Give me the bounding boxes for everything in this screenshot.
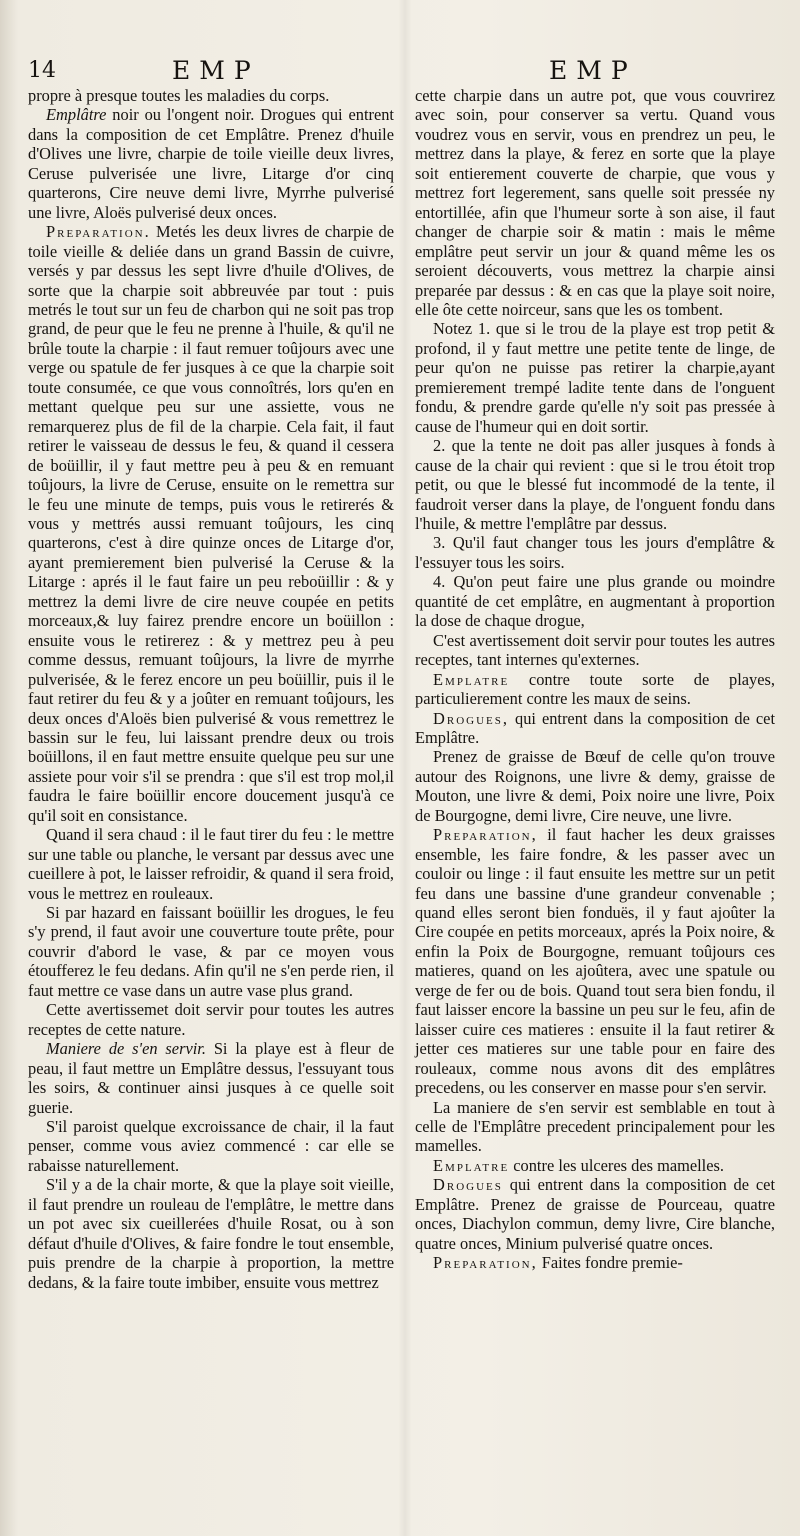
paragraph: Drogues, qui entrent dans la composition de cet Emplâtre. [415,708,775,747]
column-gutter [398,0,412,1536]
section-title: Emplâtre [46,105,107,125]
paragraph: Preparation. Metés les deux livres de charpie de toile vieille & deliée dans un grand Bassin de cuivre, versés y par dessus les sept livre d'huile d'Olives, de sorte que la charpie soit abbreuvée par tout : puis metrés le tout sur un feu de charbon qui ne soit pas trop grand, de peur que le feu ne prenne à l'huile, & qu'il ne brûle toute la charpie : il faut remuer toûjours avec une verge ou spatule de fer jusques à ce que la charpie soit toute consumée, ce que vous connoîtrés, lors qu'en en mettant quelque peu sur une assiette, vous ne remarquerez plus de fil de la charpie. Cela fait, il faut retirer le vaisseau de dessus le feu, & quand il cessera de boüillir, il y faut mettre peu à peu & en remuant toûjours, la livre de Ceruse, ensuite on le remettra sur le feu une minute de temps, puis vous le retirerés & vous y mettrés aussi remuant toûjours, les cinq quarterons, c'est à dire quinze onces de Litarge d'or, ayant premierement bien pulverisé la Ceruse & la Litarge : aprés il le faut faire un peu reboüillir : & y mettrez la demi livre de cire neuve coupée en petits morceaux,& luy fairez prendre encore un boüillon : ensuite vous le retirerez : & y mettrez peu à peu comme dessus, remuant toûjours, la livre de myrrhe pulverisée, & le ferez encore un peu boüillir, puis il le faut retirer du feu & y a joûter en remuant toûjours, les deux onces d'Aloës bien pulverisé & vous remettrez le bassin sur le feu, lui laissant prendre deux ou trois boüillons, il en faut mettre ensuite quelque peu sur une assiete pour voir s'il se prendra : que s'il est trop mol,il faudra le faire boüillir encore doucement jusqu'à ce qu'il soit en consistance. [28,222,394,825]
paragraph: 3. Qu'il faut changer tous les jours d'emplâtre & l'essuyer tous les soirs. [415,533,775,572]
section-head: Drogues [433,1175,503,1195]
paragraph: propre à presque toutes les maladies du corps. [28,86,330,105]
paragraph: Prenez de graisse de Bœuf de celle qu'on trouve autour des Roignons, une livre & demy, graisse de Mouton, une livre & demi, Poix noire une livre, Poix de Bourgogne, demi livre, Cire neuve, une livre. [415,747,775,825]
right-column [415,86,775,1273]
section-head: Preparation. [46,222,151,242]
paragraph: Drogues qui entrent dans la composition de cet Emplâtre. Prenez de graisse de Pourceau, quatre onces, Diachylon commun, demy livre, Cire blanche, quatre onces, Minium pulverisé quatre onces. [415,1175,775,1253]
paragraph: Notez 1. que si le trou de la playe est trop petit & profond, il y faut mettre une petite tente de linge, de peur qu'on ne puisse pas retirer la charpie,ayant premierement trempé ladite tente dans de l'onguent fondu, & prendre garde qu'elle n'y soit pas pressée à cause de l'humeur qui en doit sortir. [415,319,775,436]
section-title: Maniere de s'en servir. [46,1039,206,1059]
paragraph: S'il paroist quelque excroissance de chair, il la faut penser, comme vous aviez commencé : car elle se rabaisse naturellement. [28,1117,394,1175]
paragraph: S'il y a de la chair morte, & que la playe soit vieille, il faut prendre un rouleau de l'emplâtre, le mettre dans un pot avec six cueillerées d'huile Rosat, ou à son défaut d'huile d'Olives, & faire fondre le tout ensemble, puis prendre de la charpie à proportion, la mettre dedans, & la faire toute imbiber, ensuite vous mettrez [28,1175,394,1292]
paragraph: 2. que la tente ne doit pas aller jusques à fonds à cause de la chair qui revient : que si le trou étoit trop petit, ou que le blessé fut incommodé de la tente, il faudroit verser dans la playe, de l'onguent fondu dans l'huile, & mettre l'emplâtre par dessus. [415,436,775,533]
paragraph: 4. Qu'on peut faire une plus grande ou moindre quantité de cet emplâtre, en augmentant à proportion la dose de chaque drogue, [415,572,775,631]
paragraph: Emplâtre noir ou l'ongent noir. Drogues qui entrent dans la composition de cet Emplâtre. Prenez d'huile d'Olives une livre, charpie de toile vieille deux livres, Ceruse pulverisée une livre, Litarge d'or cinq quarterons, Cire neuve demi livre, Myrrhe pulverisé une livre, Aloës pulverisé deux onces. [28,105,394,222]
section-head: Emplatre [433,669,510,689]
section-head: Emplatre [433,1155,510,1175]
section-head: Drogues, [433,708,509,728]
section-head: Preparation, [433,1253,538,1273]
paragraph: C'est avertissement doit servir pour toutes les autres receptes, tant internes qu'externes. [415,630,775,670]
running-head-right: EMP [549,56,637,85]
running-head-left: EMP [172,56,260,85]
section-head: Preparation, [433,825,538,845]
paragraph: Emplatre contre les ulceres des mamelles. [433,1155,724,1175]
left-column [28,86,394,1292]
paragraph: La maniere de s'en servir est semblable en tout à celle de l'Emplâtre precedent principalement pour les mamelles. [415,1097,775,1156]
paragraph: Emplatre contre toute sorte de playes, particulierement contre les maux de seins. [415,669,775,709]
paragraph: cette charpie dans un autre pot, que vous couvrirez avec soin, pour conserver sa vertu. Quand vous voudrez vous en servir, vous en prendrez un peu, le mettrez dans la playe, & ferez en sorte que la playe soit entierement couverte de charpie, que vous y mettrez fort legerement, sans quelle soit pressée ny entortillée, afin que l'humeur sorte à son aise, il faut changer de charpie soir & matin : mais le même emplâtre peut servir un jour & quand même les os seroient découverts, vous mettrez la charpie ainsi preparée par dessus : & en cas que la playe soit noire, elle ôte cette noirceur, sans que les os tombent. [415,86,775,319]
paragraph: Si par hazard en faissant boüillir les drogues, le feu s'y prend, il faut avoir une couverture toute prête, pour couvrir d'abord le vase, & par ce moyen vous étoufferez le feu dedans. Afin qu'il ne s'en perde rien, il faut mettre ce vase dans un autre vase plus grand. [28,903,394,1000]
paragraph: Maniere de s'en servir. Si la playe est à fleur de peau, il faut mettre un Emplâtre dessus, l'essuyant tous les soirs, & continuer ainsi jusques à ce quelle soit guerie. [28,1039,394,1117]
paragraph: Preparation, il faut hacher les deux graisses ensemble, les faire fondre, & les passer avec un couloir ou linge : il faut ensuite les mettre sur un petit feu dans une bassine d'une grandeur convenable ; quand elles seront bien fonduës, il y faut ajoûter la Cire coupée en petits morceaux, aprés la Poix noire, & enfin la Poix de Bourgogne, remuant toûjours ces matieres, quand on les ajoûtera, avec une spatule ou verge de fer ou de bois. Quand tout sera bien fondu, il faut laisser encore la bassine un peu sur le feu, afin de laisser cuire ces matieres : ensuite il la faut retirer & jetter ces matieres sur une table pour en faire des rouleaux, comme nous avons dit des emplâtres precedens, ou les conserver en masse pour s'en servir. [415,825,775,1098]
paragraph: Preparation, Faites fondre premie- [433,1253,683,1273]
paragraph: Cette avertissemet doit servir pour toutes les autres receptes de cette nature. [28,1000,394,1039]
paragraph: Quand il sera chaud : il le faut tirer du feu : le mettre sur une table ou planche, le versant par dessus avec une cueillere à pot, le laisser refroidir, & quand il sera froid, vous le mettrez en rouleaux. [28,825,394,903]
page-number: 14 [28,58,56,83]
